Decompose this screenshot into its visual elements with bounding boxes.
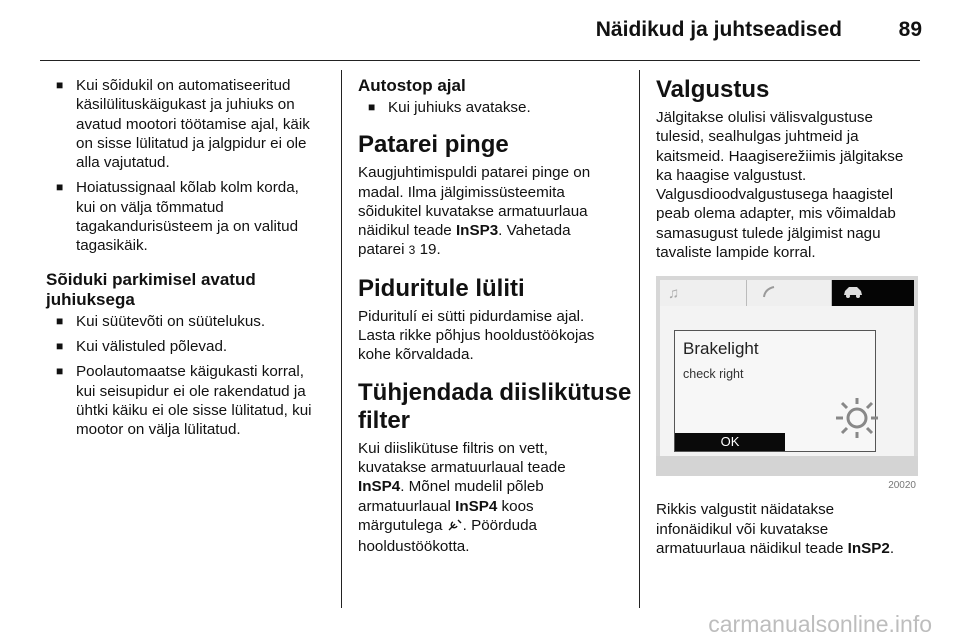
reference-arrow-icon: 3 (408, 243, 416, 258)
page-header (0, 0, 960, 62)
image-number: 20020 (888, 480, 916, 492)
section-heading: Sõiduki parkimisel avatud juhiuksega (46, 269, 256, 309)
tab-vehicle (832, 280, 914, 306)
message-code: InSP4 (455, 497, 498, 515)
column-divider-2 (639, 70, 640, 608)
ok-button[interactable]: OK (675, 433, 785, 451)
column-divider-1 (341, 70, 342, 608)
column-right (656, 76, 924, 558)
list-item: ■ Kui süütevõti on süütelukus. (46, 312, 332, 331)
service-wrench-icon (447, 518, 463, 537)
list-item: ■ Kui sõidukil on automatiseeritud käsilülituskäigukast ja juhiuks on avatud mootori töötamise ajal, käik on sisse lülitatud ja jalgpidur ei ole alla vajutatud. (46, 76, 332, 172)
section-heading: Tühjendada diislikütuse filter (358, 378, 632, 434)
message-code: InSP3 (455, 222, 499, 240)
paragraph: Jälgitakse olulisi välisvalgustuse tulesid, sealhulgas juhtmeid ja kaitsmeid. Haagiserežiimis jälgitakse ka haagise valgustust. Valgusdioodvalgustusega haagistel peab olema adapter, mis võimaldab samasugust tulede jälgimist nagu tavaliste lampide korral. (656, 109, 904, 262)
header-rule (40, 60, 920, 61)
paragraph: Kaugjuhtimispuldi patarei pinge on madal. Ilma jälgimissüsteemita sõidukitel kuvatakse armatuurlaua näidikul teade InSP3. Vahetada patarei 3 19. (358, 164, 591, 259)
tab-phone (747, 280, 832, 306)
chapter-title: Näidikud ja juhtseadised (595, 18, 842, 41)
display-footer (656, 456, 918, 476)
tab-audio (660, 280, 747, 306)
list-item: ■ Hoiatussignaal kõlab kolm korda, kui on välja tõmmatud tagakandurisüsteem ja on valitud tagasikäik. (46, 178, 332, 255)
column-middle (358, 76, 632, 556)
section-heading: Autostop ajal (358, 76, 466, 95)
page-number: 89 (898, 18, 922, 41)
display-illustration (656, 276, 918, 492)
list-item: ■ Poolautomaatse käigukasti korral, kui seisupidur ei ole rakendatud ja ühtki käiku ei ole sisse lülitatud, kui mootor on välja lülitatud. (46, 362, 332, 439)
info-display (656, 276, 918, 476)
list-item: ■ Kui juhiuks avatakse. (358, 98, 626, 117)
dialog-title: Brakelight (683, 339, 759, 359)
section-heading: Piduritule lüliti (358, 274, 525, 302)
message-code: InSP4 (358, 478, 401, 496)
light-bulb-icon (834, 396, 880, 445)
paragraph: Kui diislikütuse filtris on vett, kuvatakse armatuurlaual teade InSP4. Mõnel mudelil põleb armatuurlaual InSP4 koos märgutulega . Pöörduda hooldustöökotta. (358, 439, 566, 556)
column-left (46, 76, 332, 445)
display-tabbar (660, 280, 914, 306)
watermark: carmanualsonline.info (708, 611, 932, 637)
message-code: InSP2 (847, 539, 890, 557)
paragraph: Rikkis valgustit näidatakse infonäidikul või kuvatakse armatuurlaua näidikul teade InSP2. (656, 501, 895, 557)
music-note-icon: ♫ (668, 285, 680, 303)
dialog-subtitle: check right (683, 367, 744, 382)
list-item: ■ Kui välistuled põlevad. (46, 337, 332, 356)
section-heading: Patarei pinge (358, 131, 509, 159)
paragraph: Piduritulí ei sütti pidurdamise ajal. Lasta rikke põhjus hooldustöökojas kohe kõrvaldada. (358, 307, 595, 364)
phone-icon (761, 284, 777, 305)
section-heading: Valgustus (656, 76, 770, 103)
car-icon (842, 285, 864, 304)
